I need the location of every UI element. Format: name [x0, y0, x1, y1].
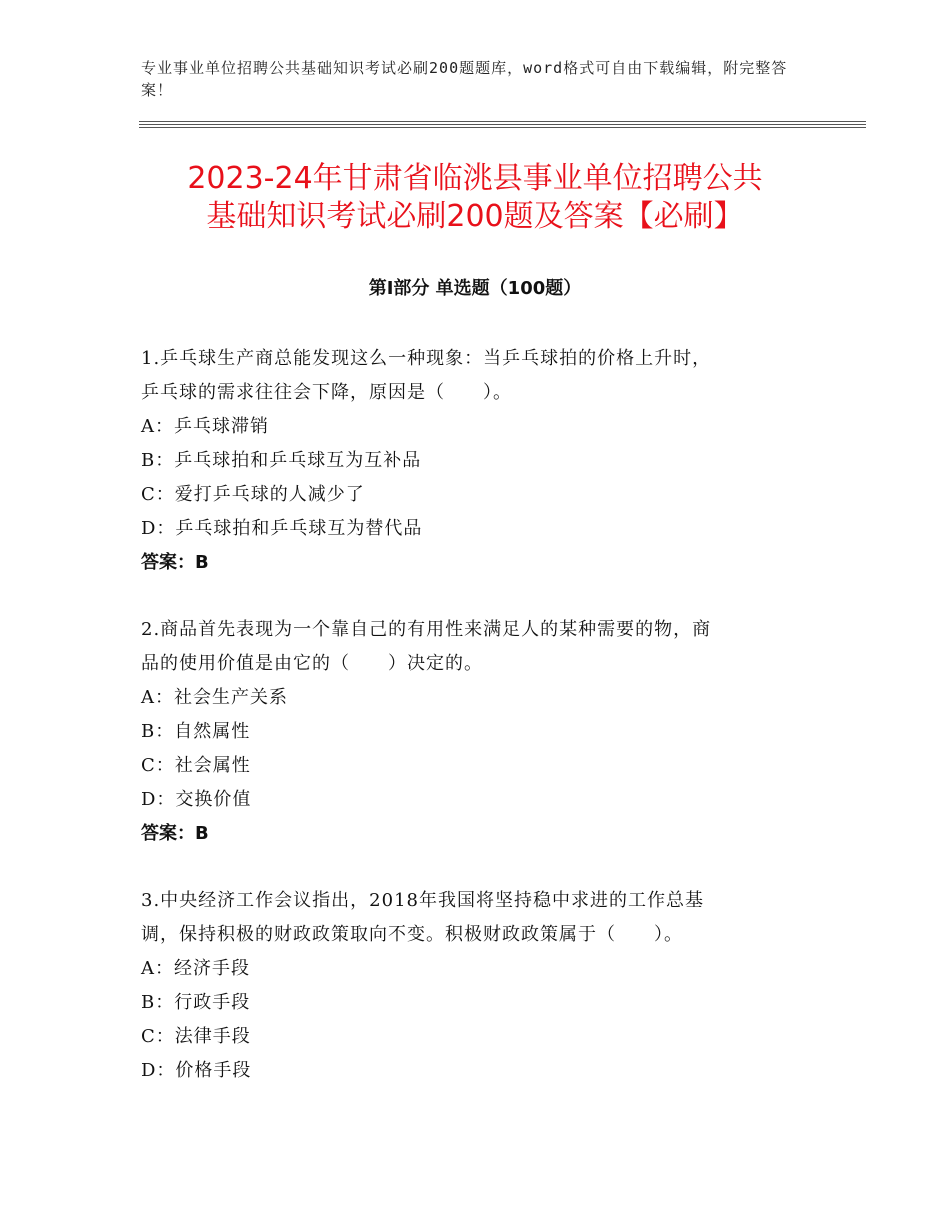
- question-3: [141, 884, 811, 1088]
- question-2: [141, 613, 811, 851]
- option-b: B：乒乓球拍和乒乓球互为互补品: [141, 450, 422, 471]
- document-title-line-1: 2023-24年甘肃省临洮县事业单位招聘公共: [187, 161, 763, 196]
- option-b: B：行政手段: [141, 992, 251, 1013]
- option-c: C：社会属性: [141, 755, 251, 776]
- question-stem: 3.中央经济工作会议指出，2018年我国将坚持稳中求进的工作总基: [141, 890, 704, 911]
- answer-key: 答案：B: [141, 823, 209, 844]
- option-c: C：爱打乒乓球的人减少了: [141, 484, 365, 505]
- option-a: A：社会生产关系: [141, 687, 288, 708]
- option-a: A：经济手段: [141, 958, 250, 979]
- section-title: 第Ⅰ部分 单选题（100题）: [368, 278, 582, 299]
- option-c: C：法律手段: [141, 1026, 251, 1047]
- header-divider-line-3: [139, 127, 866, 128]
- document-title: [120, 160, 830, 236]
- header-note: 专业事业单位招聘公共基础知识考试必刷200题题库，word格式可自由下载编辑，附完整答案！: [141, 59, 788, 99]
- option-b: B：自然属性: [141, 721, 251, 742]
- header-divider-line-2: [139, 124, 866, 125]
- question-stem-continued: 乒乓球的需求往往会下降，原因是（ ）。: [141, 382, 512, 403]
- header-divider-line-1: [139, 121, 866, 122]
- question-stem-continued: 品的使用价值是由它的（ ）决定的。: [141, 653, 483, 674]
- question-stem: 1.乒乓球生产商总能发现这么一种现象：当乒乓球拍的价格上升时，: [141, 348, 712, 369]
- question-stem-continued: 调，保持积极的财政政策取向不变。积极财政政策属于（ ）。: [141, 924, 683, 945]
- option-d: D：乒乓球拍和乒乓球互为替代品: [141, 518, 423, 539]
- question-spacer: [141, 851, 811, 884]
- option-d: D：价格手段: [141, 1060, 252, 1081]
- answer-key: 答案：B: [141, 552, 209, 573]
- question-stem: 2.商品首先表现为一个靠自己的有用性来满足人的某种需要的物，商: [141, 619, 712, 640]
- question-1: [141, 342, 811, 580]
- document-title-line-2: 基础知识考试必刷200题及答案【必刷】: [206, 199, 744, 234]
- option-a: A：乒乓球滞销: [141, 416, 269, 437]
- option-d: D：交换价值: [141, 789, 252, 810]
- question-spacer: [141, 580, 811, 613]
- question-list: [141, 342, 811, 1088]
